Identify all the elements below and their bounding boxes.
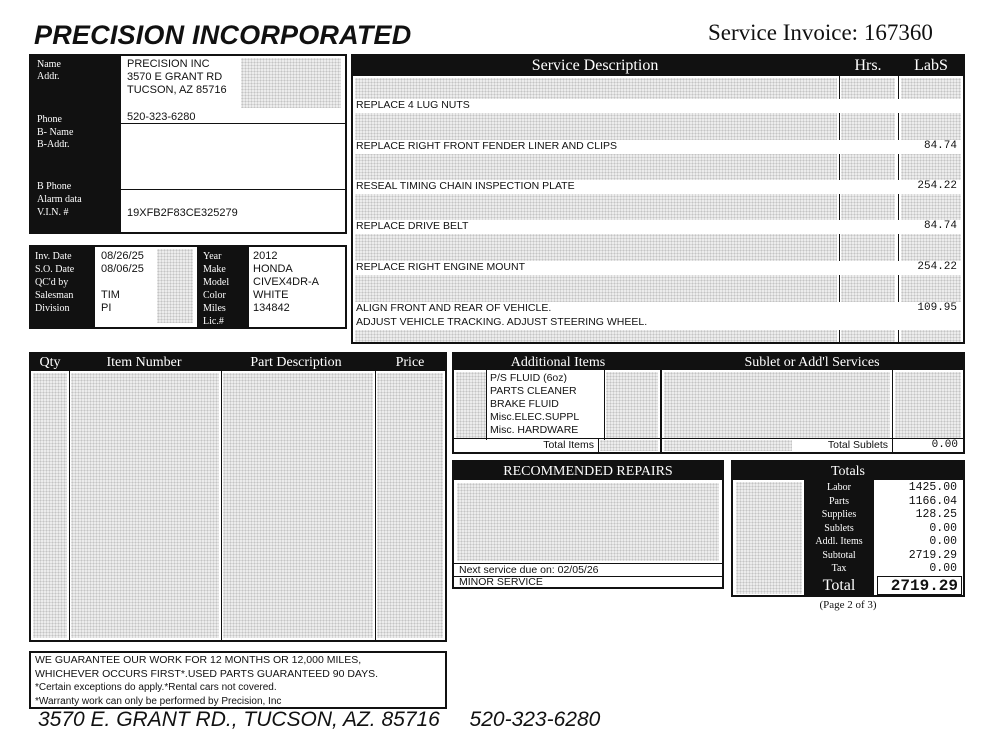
- totals-box: [731, 460, 965, 597]
- totals-label-sublets: Sublets: [824, 523, 854, 534]
- footer: [38, 708, 600, 732]
- additional-item: BRAKE FLUID: [490, 398, 559, 410]
- customer-address-line1: 3570 E GRANT RD: [127, 71, 223, 83]
- customer-address-line2: TUCSON, AZ 85716: [127, 84, 227, 96]
- label-vin: V.I.N. #: [37, 207, 69, 218]
- label-qc: QC'd by: [35, 277, 69, 288]
- label-addr: Addr.: [37, 71, 60, 82]
- additional-item: P/S FLUID (6oz): [490, 372, 568, 384]
- service-row: [353, 261, 963, 275]
- totals-label-labor: Labor: [827, 482, 851, 493]
- next-service-due: Next service due on: 02/05/26: [459, 564, 599, 576]
- service-row: [353, 99, 963, 113]
- label-color: Color: [203, 290, 226, 301]
- order-box: [29, 245, 347, 329]
- label-salesman: Salesman: [35, 290, 74, 301]
- footer-address: 3570 E. GRANT RD., TUCSON, AZ. 85716: [38, 708, 440, 731]
- totals-value-tax: 0.00: [929, 562, 957, 575]
- recommended-box: [452, 460, 724, 589]
- label-inv-date: Inv. Date: [35, 251, 72, 262]
- footer-phone: 520-323-6280: [469, 708, 601, 731]
- service-type: MINOR SERVICE: [459, 576, 543, 588]
- service-row: [353, 302, 963, 316]
- label-alarm: Alarm data: [37, 194, 82, 205]
- page-indicator: (Page 2 of 3): [819, 599, 877, 611]
- vehicle-color: WHITE: [253, 289, 289, 301]
- grand-total-value: 2719.29: [877, 576, 962, 595]
- service-labs: 254.22: [917, 261, 957, 273]
- service-row: [353, 316, 963, 330]
- col-price: Price: [395, 355, 425, 370]
- total-items-label: Total Items: [543, 439, 594, 451]
- totals-value-addl: 0.00: [929, 535, 957, 548]
- guarantee-line: WE GUARANTEE OUR WORK FOR 12 MONTHS OR 12,000 MILES,: [35, 654, 362, 666]
- company-name: PRECISION INCORPORATED: [34, 20, 412, 50]
- additional-title: Additional Items: [510, 355, 606, 370]
- vehicle-year: 2012: [253, 250, 278, 262]
- label-name: Name: [37, 59, 61, 70]
- label-lic: Lic.#: [203, 316, 224, 327]
- totals-value-labor: 1425.00: [908, 481, 957, 494]
- service-labs: 254.22: [917, 180, 957, 192]
- guarantee-line: WHICHEVER OCCURS FIRST*.USED PARTS GUARANTEED 90 DAYS.: [35, 667, 379, 680]
- col-part-description: Part Description: [250, 355, 342, 370]
- service-description: RESEAL TIMING CHAIN INSPECTION PLATE: [356, 180, 575, 192]
- customer-box: [29, 54, 347, 234]
- labs-header: LabS: [914, 57, 948, 74]
- totals-label-parts: Parts: [829, 496, 849, 507]
- service-description: REPLACE DRIVE BELT: [356, 220, 469, 232]
- label-model: Model: [203, 277, 230, 288]
- guarantee-line: *Warranty work can only be performed by Precision, Inc: [35, 695, 282, 707]
- vehicle-model: CIVEX4DR-A: [253, 276, 320, 288]
- hrs-header: Hrs.: [854, 57, 882, 74]
- additional-sublet-box: [452, 352, 965, 454]
- service-description: REPLACE 4 LUG NUTS: [356, 99, 470, 111]
- totals-label-subtotal: Subtotal: [822, 550, 856, 561]
- total-sublets-value: 0.00: [931, 439, 958, 451]
- label-make: Make: [203, 264, 226, 275]
- service-row: [353, 220, 963, 234]
- label-year: Year: [203, 251, 222, 262]
- col-qty: Qty: [39, 355, 61, 370]
- recommended-title: RECOMMENDED REPAIRS: [503, 464, 673, 479]
- additional-item: PARTS CLEANER: [490, 385, 577, 397]
- totals-title: Totals: [830, 464, 865, 479]
- totals-label-addl: Addl. Items: [815, 536, 863, 547]
- additional-item: Misc. HARDWARE: [490, 424, 579, 436]
- service-title: Service Description: [531, 57, 659, 74]
- label-division: Division: [35, 303, 70, 314]
- parts-table: [29, 352, 447, 642]
- inv-date: 08/26/25: [101, 250, 144, 262]
- guarantee-line: *Certain exceptions do apply.*Rental cars not covered.: [35, 682, 277, 693]
- customer-name: PRECISION INC: [127, 58, 210, 70]
- service-description: REPLACE RIGHT ENGINE MOUNT: [356, 261, 525, 273]
- label-baddr: B-Addr.: [37, 139, 70, 150]
- invoice-label: Service Invoice:: [708, 20, 859, 45]
- so-date: 08/06/25: [101, 263, 144, 275]
- totals-value-parts: 1166.04: [908, 495, 957, 508]
- service-description: REPLACE RIGHT FRONT FENDER LINER AND CLIPS: [356, 140, 617, 152]
- label-so-date: S.O. Date: [35, 264, 75, 275]
- service-box: [351, 54, 965, 344]
- division: PI: [101, 302, 112, 314]
- total-sublets-label: Total Sublets: [827, 439, 888, 451]
- totals-label-supplies: Supplies: [821, 509, 857, 520]
- invoice-number: 167360: [863, 20, 933, 45]
- shaded-area: [241, 58, 341, 108]
- service-labs: 84.74: [923, 220, 957, 232]
- customer-vin: 19XFB2F83CE325279: [127, 207, 238, 219]
- service-row: [353, 140, 963, 154]
- guarantee-box: [29, 651, 447, 709]
- vehicle-miles: 134842: [253, 302, 290, 314]
- label-bphone: B Phone: [37, 181, 72, 192]
- invoice-title: [708, 20, 933, 46]
- salesman: TIM: [101, 289, 120, 301]
- service-labs: 84.74: [923, 140, 957, 152]
- totals-value-subtotal: 2719.29: [908, 549, 957, 562]
- totals-label-tax: Tax: [831, 563, 847, 574]
- customer-phone: 520-323-6280: [127, 111, 196, 123]
- service-extra-line: ADJUST VEHICLE TRACKING. ADJUST STEERING WHEEL.: [356, 316, 648, 328]
- label-bname: B- Name: [37, 127, 74, 138]
- label-phone: Phone: [37, 114, 62, 125]
- service-description: ALIGN FRONT AND REAR OF VEHICLE.: [356, 302, 552, 314]
- totals-value-sublets: 0.00: [929, 522, 957, 535]
- vehicle-make: HONDA: [253, 263, 293, 275]
- col-item-number: Item Number: [106, 355, 182, 370]
- sublet-title: Sublet or Add'l Services: [744, 355, 880, 370]
- additional-item: Misc.ELEC.SUPPL: [490, 411, 580, 423]
- service-row: [353, 180, 963, 194]
- totals-value-supplies: 128.25: [915, 508, 957, 521]
- grand-total-label: Total: [822, 577, 856, 594]
- service-labs: 109.95: [917, 302, 957, 314]
- label-miles: Miles: [203, 303, 226, 314]
